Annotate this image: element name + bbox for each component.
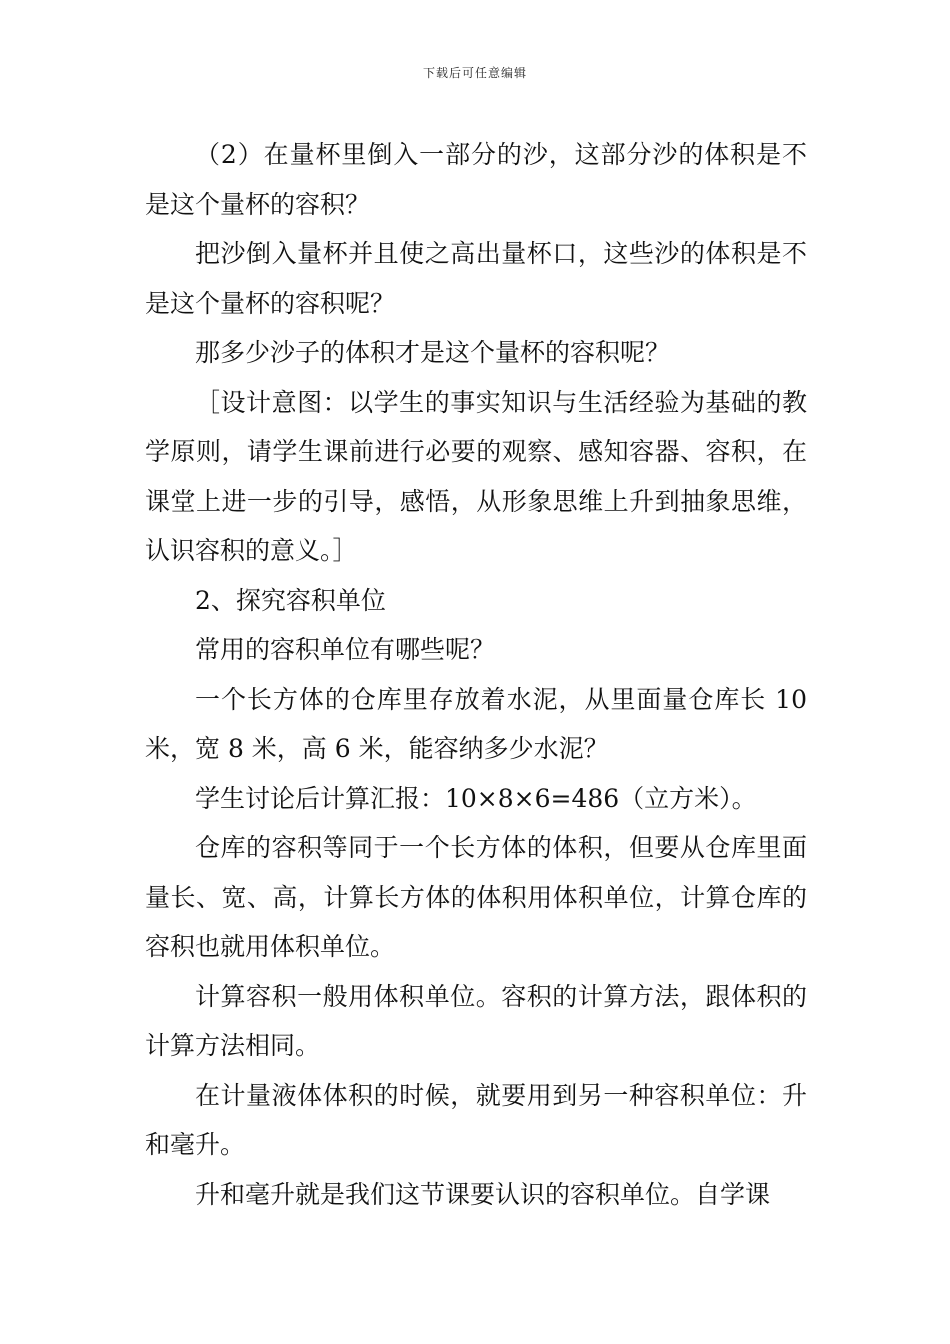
- paragraph: 常用的容积单位有哪些呢？: [195, 635, 496, 664]
- page-header: 下载后可任意编辑: [422, 66, 527, 80]
- paragraph: （2）在量杯里倒入一部分的沙，这部分沙的体积是不是这个量杯的容积？: [145, 140, 807, 219]
- paragraph: 升和毫升就是我们这节课要认识的容积单位。自学课: [195, 1179, 771, 1209]
- paragraph: 在计量液体体积的时候，就要用到另一种容积单位：升和毫升。: [145, 1080, 807, 1159]
- document-body: [145, 130, 807, 1219]
- paragraph: 计算容积一般用体积单位。容积的计算方法，跟体积的计算方法相同。: [145, 981, 807, 1060]
- paragraph: 把沙倒入量杯并且使之高出量杯口，这些沙的体积是不是这个量杯的容积呢？: [145, 239, 807, 318]
- paragraph: ［设计意图：以学生的事实知识与生活经验为基础的教学原则，请学生课前进行必要的观察、感知容器、容积，在课堂上进一步的引导，感悟，从形象思维上升到抽象思维，认识容积的意义。］: [145, 387, 807, 565]
- paragraph: 仓库的容积等同于一个长方体的体积，但要从仓库里面量长、宽、高，计算长方体的体积用体积单位，计算仓库的容积也就用体积单位。: [145, 833, 807, 961]
- paragraph: 学生讨论后计算汇报：10×8×6=486（立方米）。: [195, 783, 757, 813]
- paragraph: 一个长方体的仓库里存放着水泥，从里面量仓库长 10 米，宽 8 米，高 6 米，能容纳多少水泥？: [145, 684, 807, 763]
- paragraph: 那多少沙子的体积才是这个量杯的容积呢？: [195, 338, 671, 367]
- section-heading: 2、探究容积单位: [195, 585, 386, 615]
